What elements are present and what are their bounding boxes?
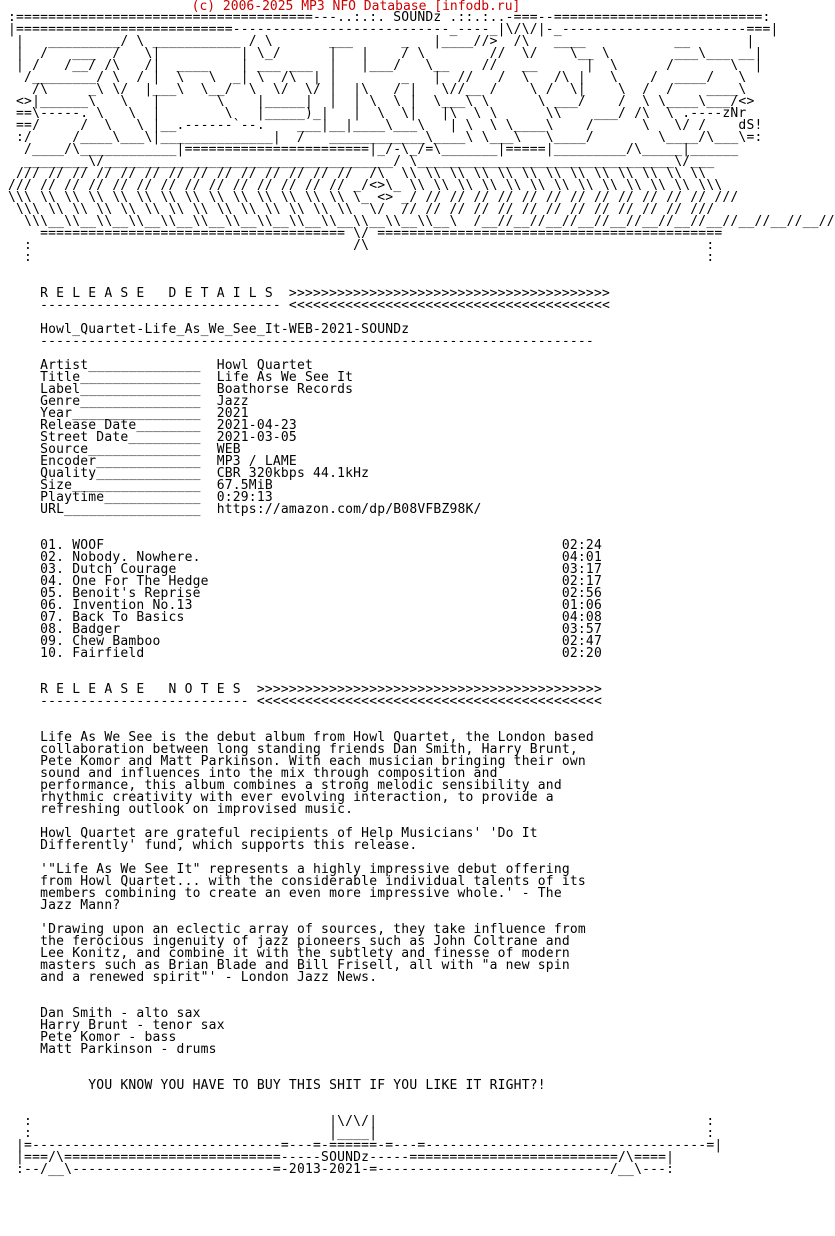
ascii-banner: :=====================================---..:.:. SOUNDz .::.:..-===--==========================: |===========================---------------------------_----_|\/\/|-_-----------------------===| | _________/ \ ___________ / \ ___ _ |____//> /\ ____ __ | | / ___ / \| | \_/ | | / \ // \/ \__ \ ___\___ __| | / /__/ /\ /| ____ | ___ ___ | |___/ \__ // __ | \ / \ | /________/ \ / | \ \ _| \ /\ | | _ | // / \ /\ | \ / ____/ \ /\ _\ \/ |___\ \__/ \ \/ \/ | |\ / | \//__ / \ / \| \ / / ____\ <>|______\ \ | \ |_____| | | \ \ | \___\ \ \ ___/ / \ \____\___/<> ==\-----. \ \ | \ |_____)_| | \ \| |\ \ \ \\ ___/ /\ \ .----zNr ==/ / \ \ |__.------`--. ___|__|____\___\ | \ \ \____\ / \ \/ / dS! :/ /____\___\|______________| / ____________\____\ \___\ \____/ \____/\___\=: /____/\____________|=======================|_/-\_/=\_______|=====|_________/\_____|______ ________\/____________________________________/ \________________________________\/___ /// // // // // // // // // // // // // // /\ \\ \\ \\ \\ \\ \\ \\ \\ \\ \\ \\ \\ \\ /// // // // // // // // // // // // // // _/<>\_ \\ \\ \\ \\ \\ \\ \\ \\ \\ \\ \\ \\ \\\ \\\ \\ \\ \\ \\ \\ \\ \\ \\ \\ \\ \\ \\ \\ \_ <> _/ // // // // // // // // // // // // /// \\\ \\ \\ \\ \\ \\ \\ \\ \\ \\ \\ \\ \\ \\ \/ // // // // // // // // // // // // /// \\\__\\__\\__\\__\\__\\__\\__\\__\\__\\__\\__\\__\\__\ /__//__//__//__//__//__//__//__//__//__//__// ====================================== \/ =========================================== : /\ : : : — [8, 10, 835, 265]
release-notes-heading: R E L E A S E N O T E S >>>>>>>>>>>>>>>>>>>>>>>>>>>>>>>>>>>>>>>>>>> -------------------------- <<<<<<<<<<<<<<<<<<<<<<<<<<<<<<<<<<<<<<<<<<< — [40, 682, 602, 709]
nfo-document — [8, 10, 835, 1177]
release-notes: Life As We See is the debut album from Howl Quartet, the London based collaboration between long standing friends Dan Smith, Harry Brunt, Pete Komor and Matt Parkinson. With each musician bringing their own sound and influences into the mix through composition and performance, this album combines a strong melodic sensibility and rhythmic creativity with ever evolving interaction, to provide a refreshing outlook on improvised music. Howl Quartet are grateful recipients of Help Musicians' 'Do It Differently' fund, which supports this release. '"Life As We See It" represents a highly impressive debut offering from Howl Quartet... with the considerable individual talents of its members combining to create an even more impressive whole.' - The Jazz Mann? 'Drawing upon an eclectic array of sources, they take influence from the ferocious ingenuity of jazz pioneers such as John Coltrane and Lee Konitz, and combine it with the subtlety and finesse of modern masters such as Brian Blade and Bill Frisell, all with "a new spin and a renewed spirit"' - London Jazz News. — [40, 730, 594, 985]
ascii-footer: : |\/\/| : : |____| : |=-------------------------------=---=-======-=---=-----------------------------------=| |===/\===========================-----SOUNDz-----==========================/\====| :--/__\-------------------------=-2013-2021-=-----------------------------/__\---: — [16, 1114, 723, 1177]
release-details-heading: R E L E A S E D E T A I L S >>>>>>>>>>>>>>>>>>>>>>>>>>>>>>>>>>>>>>>> ------------------------------ <<<<<<<<<<<<<<<<<<<<<<<<<<<<<<<<<<<<<<<< — [40, 286, 610, 313]
personnel: Dan Smith - alto sax Harry Brunt - tenor sax Pete Komor - bass Matt Parkinson - drums — [40, 1006, 225, 1057]
closing-line: YOU KNOW YOU HAVE TO BUY THIS SHIT IF YOU LIKE IT RIGHT?! — [88, 1078, 546, 1093]
release-details: Artist______________ Howl Quartet Title_______________ Life As We See It Label_______________ Boathorse Records Genre_______________ Jazz Year________________ 2021 Release Date________ 2021-04-23 Street Date_________ 2021-03-05 Source______________ WEB Encoder_____________ MP3 / LAME Quality_____________ CBR 320kbps 44.1kHz Size________________ 67.5MiB Playtime____________ 0:29:13 URL_________________ https://amazon.com/dp/B08VFBZ98K/ — [40, 358, 482, 517]
release-name: Howl_Quartet-Life_As_We_See_It-WEB-2021-SOUNDz --------------------------------------------------------------------- — [40, 322, 594, 349]
tracklist: 01. WOOF 02:24 02. Nobody. Nowhere. 04:01 03. Dutch Courage 03:17 04. One For The Hedge 02:17 05. Benoit's Reprise 02:56 06. Invention No.13 01:06 07. Back To Basics 04:08 08. Badger 03:57 09. Chew Bamboo 02:47 10. Fairfield 02:20 — [40, 538, 602, 661]
database-title: (c) 2006-2025 MP3 NFO Database [infodb.ru] — [191, 0, 521, 14]
